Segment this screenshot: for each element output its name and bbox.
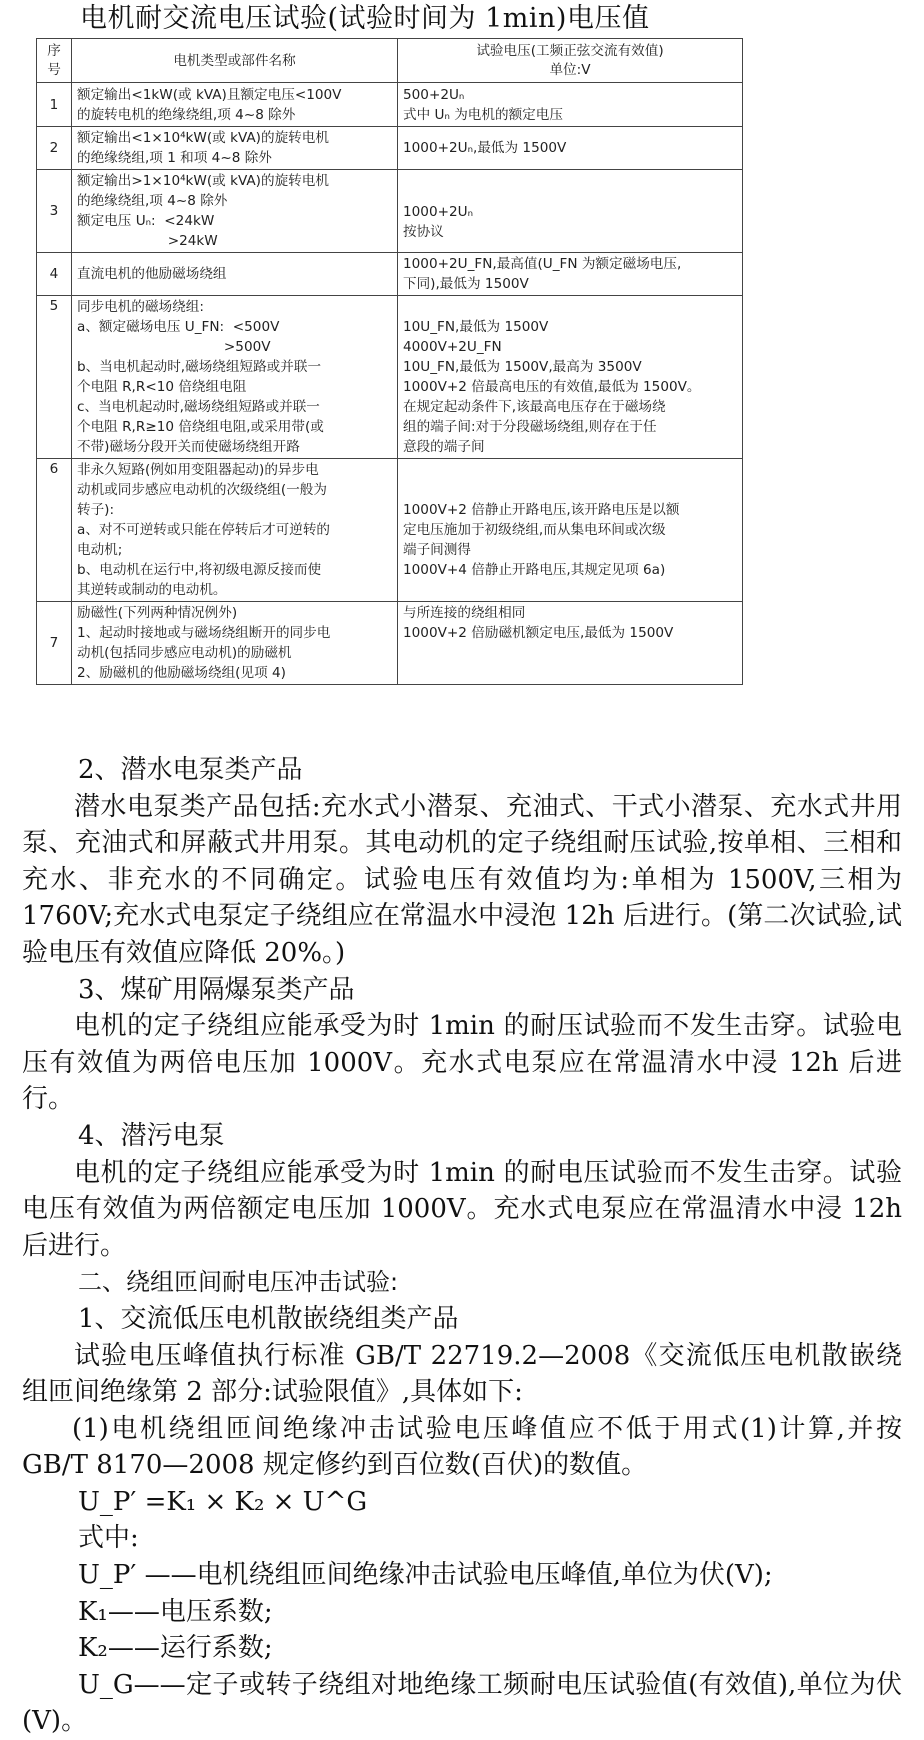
table-row	[37, 170, 743, 253]
row-type-line: b、当电机起动时,磁场绕组短路或并联一	[77, 359, 322, 375]
row-type-line: 个电阻 R,R<10 倍绕组电阻	[77, 379, 247, 395]
header-voltage-line-2: 单位:V	[549, 61, 591, 78]
row-type-line: 动机(包括同步感应电动机)的励磁机	[77, 645, 292, 661]
formula: U_P′ =K₁ × K₂ × U^G	[78, 1486, 368, 1517]
row-type-line: 非永久短路(例如用变阻器起动)的异步电	[77, 462, 319, 478]
row-type-line: 不带)磁场分段开关而使磁场绕组开路	[77, 439, 300, 455]
row-voltage-line: 1000V+2 倍励磁机额定电压,最低为 1500V	[403, 625, 674, 641]
row-voltage	[398, 459, 743, 602]
table-title: 电机耐交流电压试验(试验时间为 1min)电压值	[80, 3, 650, 34]
section-heading: 4、潜污电泵	[78, 1120, 225, 1151]
row-voltage-line: 意段的端子间	[403, 439, 485, 455]
paragraph: 电机的定子绕组应能承受为时 1min 的耐电压试验而不发生击穿。试验电压有效值为两倍额定电压加 1000V。充水式电泵应在常温清水中浸 12h 后进行。	[22, 1157, 902, 1261]
row-type	[72, 459, 398, 602]
definition: U_P′ ——电机绕组匝间绝缘冲击试验电压峰值,单位为伏(V);	[78, 1560, 773, 1591]
row-type-line: 1、起动时接地或与磁场绕组断开的同步电	[77, 625, 331, 641]
definition: K₁——电压系数;	[78, 1596, 273, 1627]
row-voltage-line	[403, 480, 737, 500]
row-type-line: 转子):	[77, 502, 115, 518]
row-voltage-line: 在规定起动条件下,该最高电压存在于磁场绕	[403, 399, 666, 415]
table-body	[37, 83, 743, 685]
row-voltage-line: 10U_FN,最低为 1500V	[403, 319, 549, 335]
row-voltage-line: 组的端子间:对于分段磁场绕组,则存在于任	[403, 419, 657, 435]
row-voltage-line: 1000+2U_FN,最高值(U_FN 为额定磁场电压,	[403, 256, 682, 272]
row-type-line: a、额定磁场电压 U_FN: <500V	[77, 319, 280, 335]
row-number: 6	[37, 459, 72, 602]
row-type-line: >24kW	[77, 233, 218, 249]
row-type-line: 励磁性(下列两种情况例外)	[77, 605, 238, 621]
row-voltage-line: 定电压施加于初级绕组,而从集电环间或次级	[403, 522, 666, 538]
row-voltage-line: 10U_FN,最低为 1500V,最高为 3500V	[403, 359, 642, 375]
row-type-line: 额定输出>1×10⁴kW(或 kVA)的旋转电机	[77, 173, 329, 189]
row-number: 2	[37, 127, 72, 170]
formula-where: 式中:	[78, 1523, 139, 1554]
table-row	[37, 459, 743, 602]
row-voltage-line	[403, 663, 737, 683]
table-row	[37, 253, 743, 296]
row-number: 1	[37, 83, 72, 127]
row-voltage-line	[403, 460, 737, 480]
row-voltage-line: 式中 Uₙ 为电机的额定电压	[403, 106, 563, 123]
row-type-line: a、对不可逆转或只能在停转后才可逆转的	[77, 522, 331, 538]
row-type-line: 的旋转电机的绝缘绕组,项 4~8 除外	[77, 106, 296, 123]
row-type-line: >500V	[77, 339, 271, 355]
row-type-line: 额定输出<1×10⁴kW(或 kVA)的旋转电机	[77, 130, 329, 146]
row-type-line: 同步电机的磁场绕组:	[77, 299, 204, 315]
row-type	[72, 170, 398, 253]
row-voltage-line: 按协议	[403, 223, 444, 240]
row-type-line: b、电动机在运行中,将初级电源反接而使	[77, 562, 322, 578]
row-voltage-line: 1000V+2 倍最高电压的有效值,最低为 1500V。	[403, 379, 701, 395]
row-voltage	[398, 253, 743, 296]
header-no-line-1: 序	[47, 42, 61, 59]
row-type-line: 额定输出<1kW(或 kVA)且额定电压<100V	[77, 86, 342, 103]
section-heading: 2、潜水电泵类产品	[78, 755, 303, 785]
table-row	[37, 83, 743, 127]
row-number: 4	[37, 253, 72, 296]
row-type-line: 个电阻 R,R≥10 倍绕组电阻,或采用带(或	[77, 419, 324, 435]
row-type-line: 其逆转或制动的电动机。	[77, 582, 227, 598]
paragraph-item-text: (1)电机绕组匝间绝缘冲击试验电压峰值应不低于用式(1)计算,并按 GB/T 8170—2008 规定修约到百位数(百伏)的数值。	[22, 1413, 902, 1481]
row-number: 5	[37, 296, 72, 459]
row-voltage	[398, 83, 743, 127]
paragraph-item	[22, 1411, 902, 1484]
section-heading: 3、煤矿用隔爆泵类产品	[78, 974, 355, 1005]
row-type	[72, 296, 398, 459]
body-text	[22, 752, 902, 1740]
row-voltage-line: 端子间测得	[403, 542, 471, 558]
header-type: 电机类型或部件名称	[72, 39, 398, 83]
row-voltage	[398, 170, 743, 253]
table-header-row	[37, 39, 743, 83]
row-number: 7	[37, 602, 72, 685]
voltage-table	[36, 38, 743, 685]
row-type-line: 的绝缘绕组,项 4~8 除外	[77, 193, 228, 209]
row-type	[72, 602, 398, 685]
chapter-heading: 二、绕组匝间耐电压冲击试验:	[78, 1268, 399, 1297]
row-type-line: 2、励磁机的他励磁场绕组(见项 4)	[77, 665, 286, 681]
row-type	[72, 253, 398, 296]
table-row	[37, 127, 743, 170]
row-type-line: 额定电压 Uₙ: <24kW	[77, 213, 215, 229]
row-type-line: 动机或同步感应电动机的次级绕组(一般为	[77, 482, 327, 498]
table-row	[37, 296, 743, 459]
row-type-line: 的绝缘绕组,项 1 和项 4~8 除外	[77, 150, 272, 166]
header-no-line-2: 号	[47, 61, 61, 78]
row-number: 3	[37, 170, 72, 253]
paragraph: 电机的定子绕组应能承受为时 1min 的耐压试验而不发生击穿。试验电压有效值为两倍电压加 1000V。充水式电泵应在常温清水中浸 12h 后进行。	[22, 1011, 902, 1115]
header-voltage	[398, 39, 743, 83]
row-voltage-line	[403, 297, 737, 317]
table-row	[37, 602, 743, 685]
row-voltage-line	[403, 580, 737, 600]
row-voltage-line: 下同),最低为 1500V	[403, 276, 529, 292]
header-no	[37, 39, 72, 83]
header-voltage-line-1: 试验电压(工频正弦交流有效值)	[476, 42, 664, 59]
paragraph: 试验电压峰值执行标准 GB/T 22719.2—2008《交流低压电机散嵌绕组匝间绝缘第 2 部分:试验限值》,具体如下:	[22, 1340, 902, 1408]
definition: U_G——定子或转子绕组对地绝缘工频耐电压试验值(有效值),单位为伏(V)。	[22, 1669, 902, 1737]
row-voltage	[398, 296, 743, 459]
row-type-line: c、当电机起动时,磁场绕组短路或并联一	[77, 399, 320, 415]
row-voltage-line: 与所连接的绕组相同	[403, 605, 526, 621]
row-type	[72, 127, 398, 170]
row-type-line: 电动机;	[77, 542, 123, 558]
row-voltage-line: 1000+2Uₙ,最低为 1500V	[403, 140, 567, 156]
paragraph: 潜水电泵类产品包括:充水式小潜泵、充油式、干式小潜泵、充水式井用泵、充油式和屏蔽式井用泵。其电动机的定子绕组耐压试验,按单相、三相和充水、非充水的不同确定。试验电压有效值均为:单相为 1500V,三相为 1760V;充水式电泵定子绕组应在常温水中浸泡 12h 后进行。(第二次试验,试验电压有效值应降低 20%。)	[22, 791, 902, 968]
definition: K₂——运行系数;	[78, 1633, 273, 1664]
row-type	[72, 83, 398, 127]
row-voltage-line	[403, 643, 737, 663]
row-voltage-line: 1000V+4 倍静止开路电压,其规定见项 6a)	[403, 562, 666, 578]
row-voltage-line: 1000+2Uₙ	[403, 203, 473, 220]
row-voltage-line: 4000V+2U_FN	[403, 339, 502, 355]
section-heading: 1、交流低压电机散嵌绕组类产品	[78, 1303, 459, 1334]
row-voltage	[398, 127, 743, 170]
row-type-line: 直流电机的他励磁场绕组	[77, 266, 227, 282]
row-voltage-line: 1000V+2 倍静止开路电压,该开路电压是以额	[403, 502, 680, 518]
row-voltage	[398, 602, 743, 685]
row-voltage-line: 500+2Uₙ	[403, 86, 465, 103]
